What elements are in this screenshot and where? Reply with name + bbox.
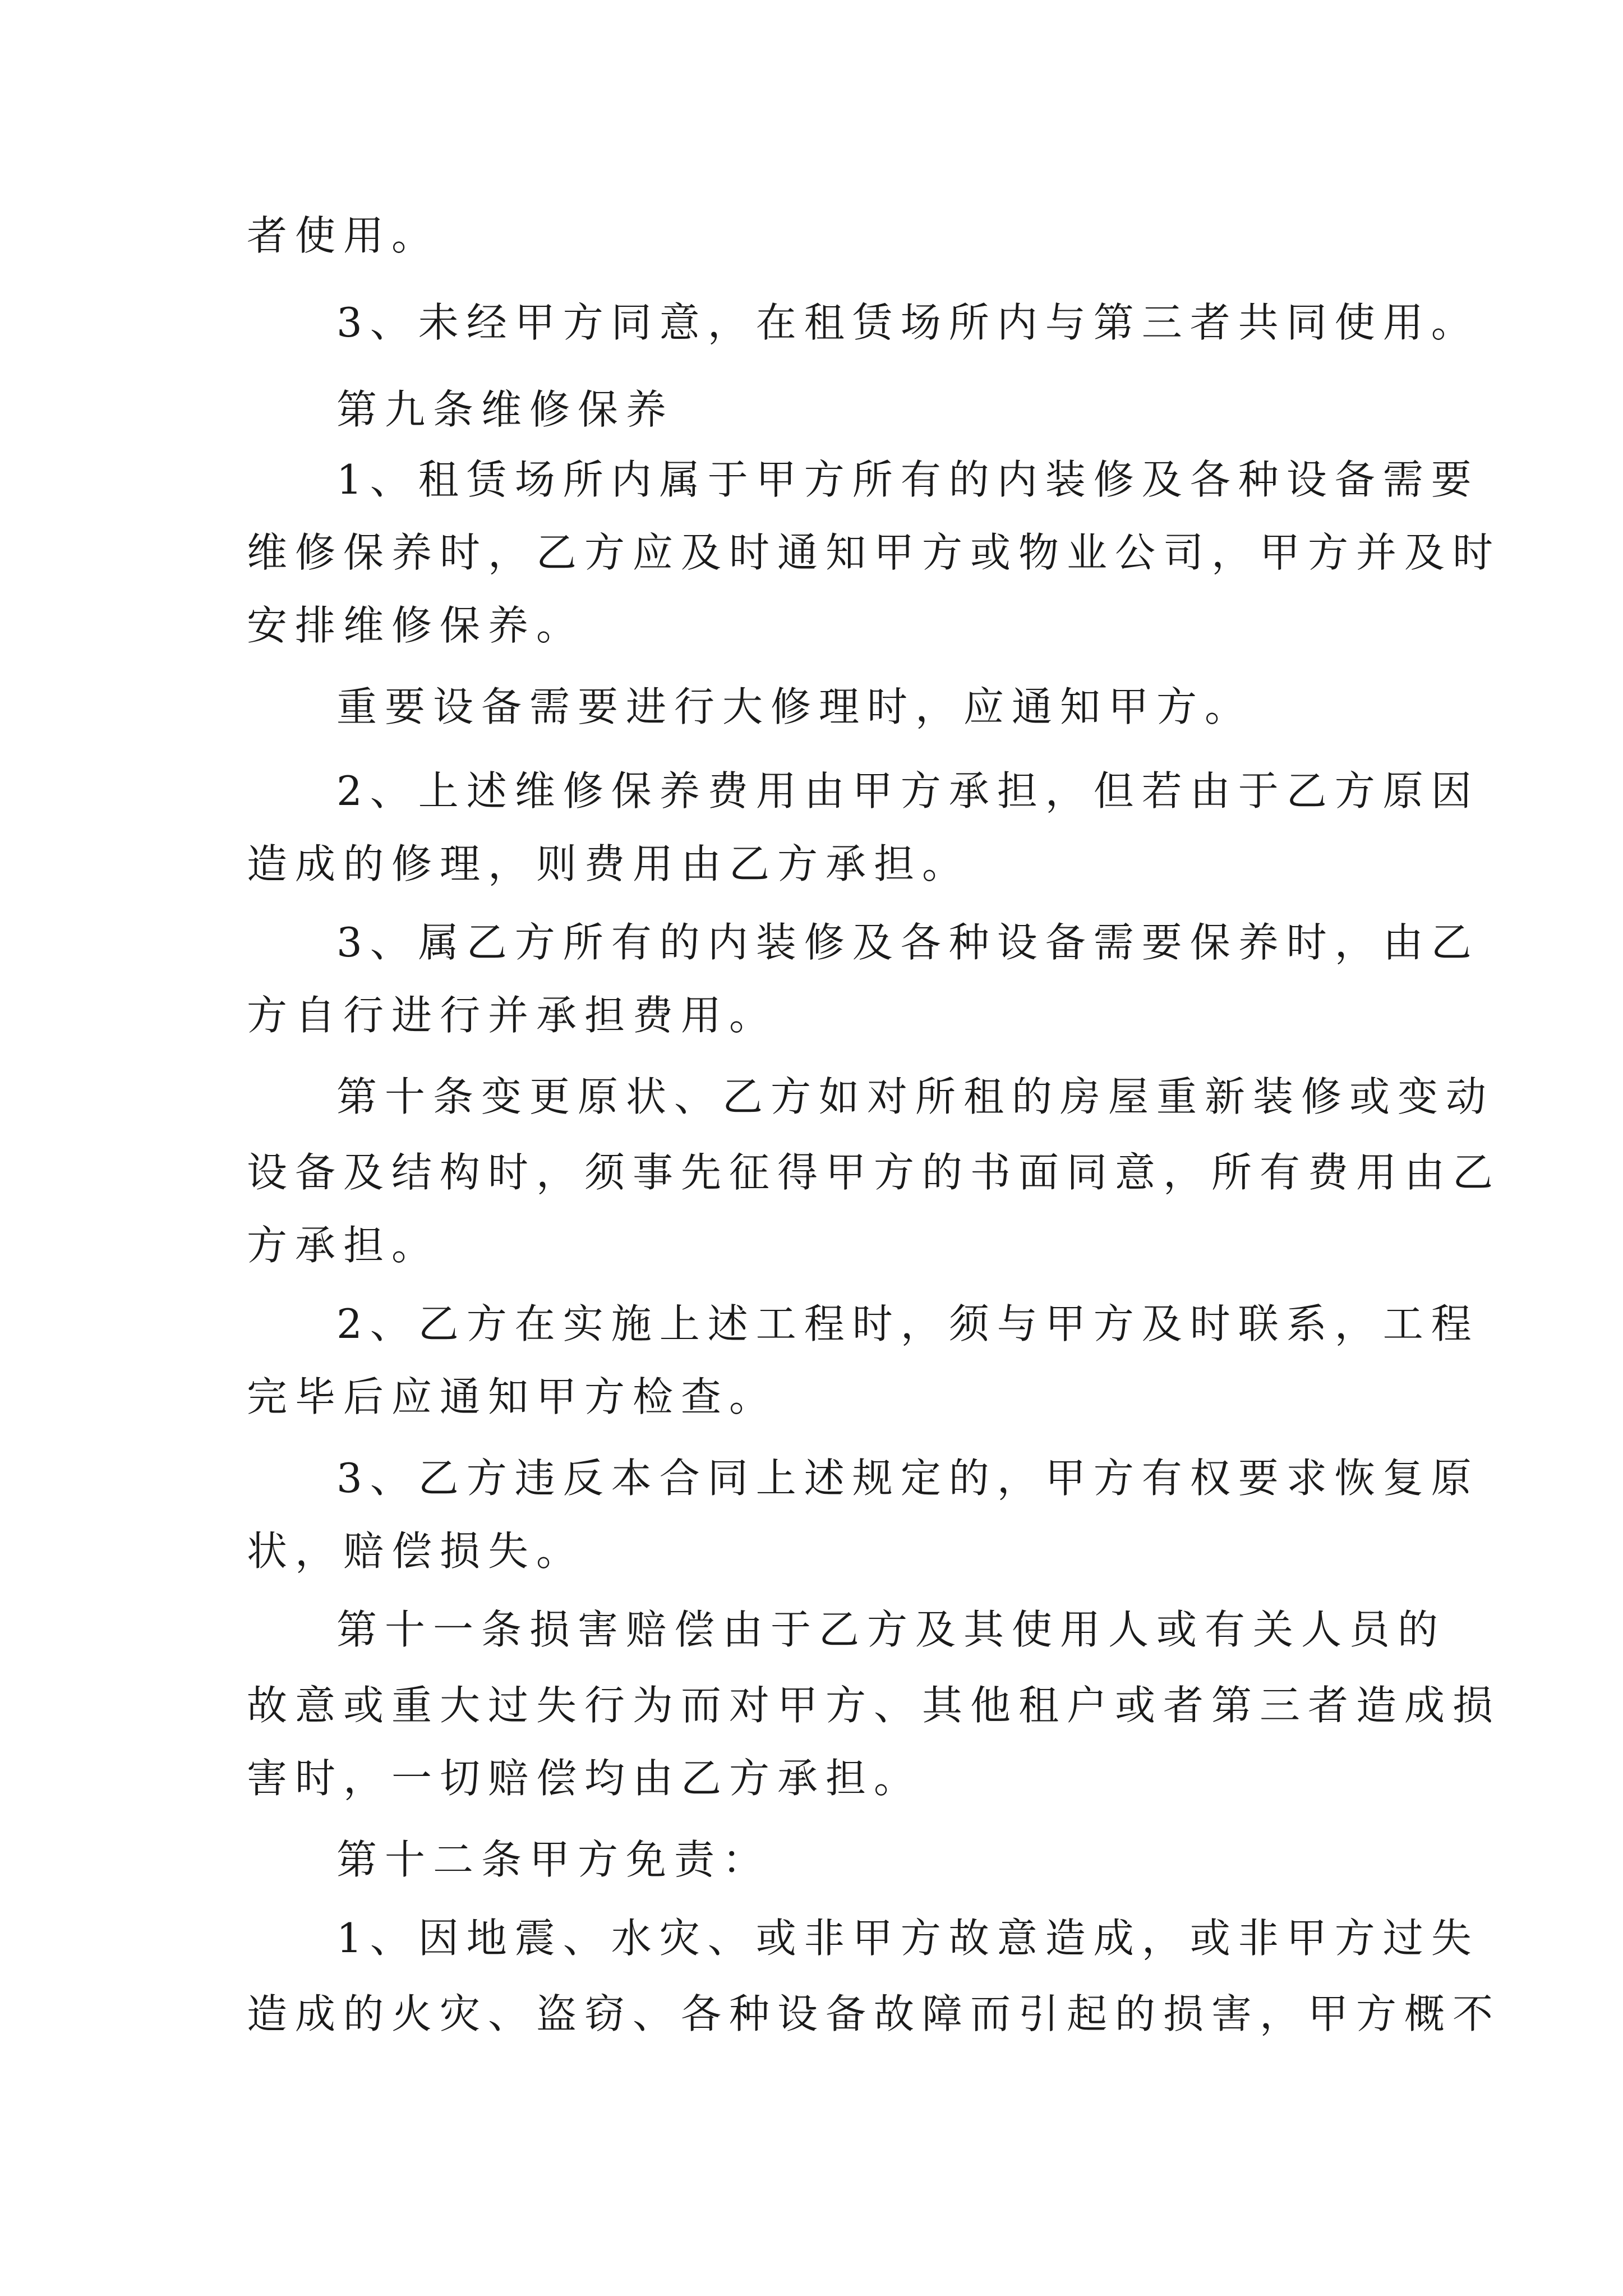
text-line: 故意或重大过失行为而对甲方、其他租户或者第三者造成损 bbox=[247, 1682, 1501, 1729]
section-heading: 第九条维修保养 bbox=[336, 386, 675, 433]
text-line: 状，赔偿损失。 bbox=[247, 1527, 585, 1575]
section-heading: 第十一条损害赔偿由于乙方及其使用人或有关人员的 bbox=[336, 1606, 1446, 1653]
text-line: 维修保养时，乙方应及时通知甲方或物业公司，甲方并及时 bbox=[247, 529, 1501, 576]
text-line: 者使用。 bbox=[247, 212, 440, 259]
section-heading: 第十条变更原状、乙方如对所租的房屋重新装修或变动 bbox=[336, 1073, 1495, 1120]
text-line: 3、未经甲方同意，在租赁场所内与第三者共同使用。 bbox=[336, 299, 1479, 346]
text-line: 3、乙方违反本合同上述规定的，甲方有权要求恢复原 bbox=[336, 1455, 1479, 1502]
text-line: 害时，一切赔偿均由乙方承担。 bbox=[247, 1755, 923, 1802]
text-line: 1、因地震、水灾、或非甲方故意造成，或非甲方过失 bbox=[336, 1915, 1479, 1962]
text-line: 1、租赁场所内属于甲方所有的内装修及各种设备需要 bbox=[336, 456, 1479, 503]
text-line: 造成的修理，则费用由乙方承担。 bbox=[247, 840, 971, 887]
text-line: 完毕后应通知甲方检查。 bbox=[247, 1373, 778, 1420]
text-line: 造成的火灾、盗窃、各种设备故障而引起的损害，甲方概不 bbox=[247, 1990, 1501, 2037]
text-line: 重要设备需要进行大修理时，应通知甲方。 bbox=[336, 683, 1253, 730]
text-line: 2、乙方在实施上述工程时，须与甲方及时联系，工程 bbox=[336, 1300, 1479, 1347]
section-heading: 第十二条甲方免责： bbox=[336, 1836, 771, 1883]
text-line: 安排维修保养。 bbox=[247, 602, 585, 649]
text-line: 设备及结构时，须事先征得甲方的书面同意，所有费用由乙 bbox=[247, 1149, 1501, 1196]
text-line: 方承担。 bbox=[247, 1222, 440, 1269]
text-line: 方自行进行并承担费用。 bbox=[247, 992, 778, 1039]
text-line: 2、上述维修保养费用由甲方承担，但若由于乙方原因 bbox=[336, 767, 1479, 815]
text-line: 3、属乙方所有的内装修及各种设备需要保养时，由乙 bbox=[336, 919, 1479, 966]
